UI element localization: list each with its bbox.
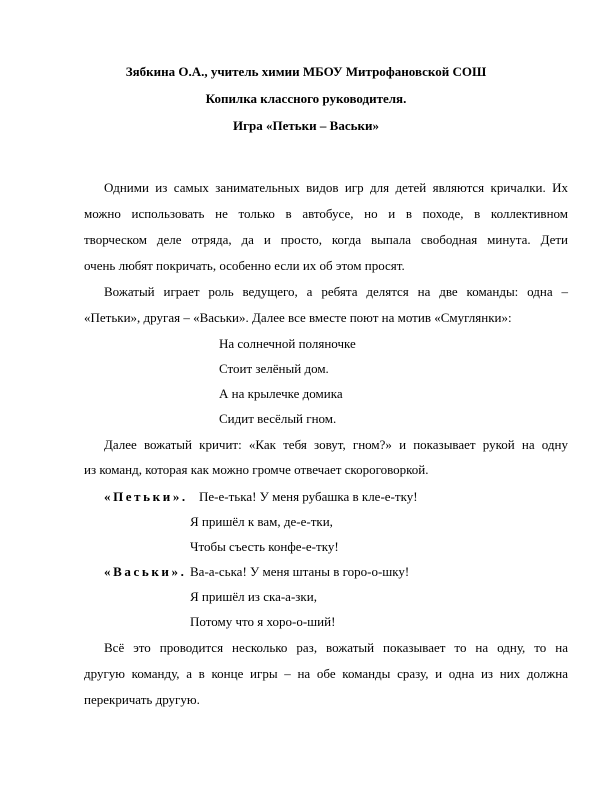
para3-line-2: из команд, которая как можно громче отвечает скороговоркой. [84,462,429,477]
petki-line-1: Пе-е-тька! У меня рубашка в кле-е-тку! [199,489,418,504]
petki-label-text: «Петьки». [104,489,188,504]
petki-label [104,489,188,505]
vaski-label-text: «Васьки». [104,564,187,579]
para1-line-2: можно использовать не только в автобусе, но и в походе, в коллективном [84,206,568,221]
para3-line-1: Далее вожатый кричит: «Как тебя зовут, гном?» и показывает рукой на одну [104,437,568,452]
para4-line-2: другую команду, а в конце игры – на обе команды сразу, и одна из них должна [84,666,568,681]
para1-line-4: очень любят покричать, особенно если их об этом просят. [84,258,405,273]
vaski-line-2: Я пришёл из ска-а-зки, [190,589,317,604]
song-line-1: На солнечной поляночке [219,336,356,351]
para1-line-3: творческом деле отряда, да и просто, когда выпала свободная минута. Дети [84,232,568,247]
collection-title: Копилка классного руководителя. [205,91,407,106]
para4-line-1: Всё это проводится несколько раз, вожатый показывает то на одну, то на [104,640,568,655]
petki-line-2: Я пришёл к вам, де-е-тки, [190,514,333,529]
petki-line-3: Чтобы съесть конфе-е-тку! [190,539,339,554]
song-line-3: А на крылечке домика [219,386,343,401]
para2-line-2: «Петьки», другая – «Васьки». Далее все вместе поют на мотив «Смуглянки»: [84,310,512,325]
vaski-line-1: Ва-а-ська! У меня штаны в горо-о-шку! [190,564,410,579]
para4-line-3: перекричать другую. [84,692,200,707]
song-line-2: Стоит зелёный дом. [219,361,329,376]
game-title: Игра «Петьки – Васьки» [233,118,379,133]
vaski-label [104,564,186,580]
song-line-4: Сидит весёлый гном. [219,411,337,426]
para1-line-1: Одними из самых занимательных видов игр для детей являются кричалки. Их [104,180,568,195]
para2-line-1: Вожатый играет роль ведущего, а ребята делятся на две команды: одна – [104,284,568,299]
author-line: Зябкина О.А., учитель химии МБОУ Митрофановской СОШ [125,64,487,79]
vaski-line-3: Потому что я хоро-о-ший! [190,614,336,629]
